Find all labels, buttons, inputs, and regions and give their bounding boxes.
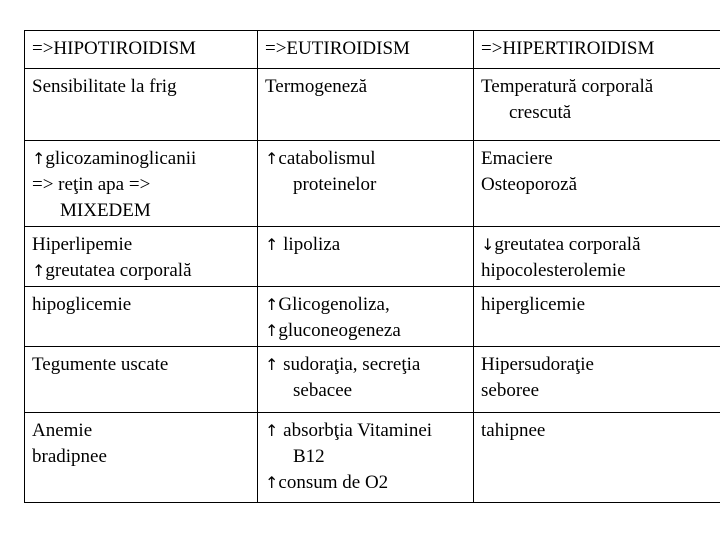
table-row xyxy=(25,287,720,347)
cell-line xyxy=(265,232,466,258)
header-hipotiroidism: =>HIPOTIROIDISM xyxy=(25,31,258,69)
cell-text: Temperatură corporală xyxy=(481,76,654,97)
cell-hipertiroidism xyxy=(474,347,720,413)
cell-text: Emaciere xyxy=(481,148,553,169)
table-row xyxy=(25,141,720,227)
arrow-up-icon: ↑ xyxy=(265,473,279,492)
cell-eutiroidism xyxy=(258,227,474,287)
cell-hipotiroidism xyxy=(25,347,258,413)
cell-eutiroidism xyxy=(258,413,474,503)
arrow-up-icon: ↑ xyxy=(265,321,279,340)
cell-text: gluconeogeneza xyxy=(278,320,401,341)
cell-text: Termogeneză xyxy=(265,76,368,97)
cell-line xyxy=(481,100,713,126)
arrow-up-icon: ↑ xyxy=(32,261,46,280)
cell-line xyxy=(481,172,713,198)
cell-text: Tegumente uscate xyxy=(32,354,169,375)
cell-text: Glicogenoliza, xyxy=(278,294,390,315)
cell-eutiroidism xyxy=(258,69,474,141)
cell-text: greutatea corporală xyxy=(494,234,641,255)
arrow-up-icon: ↑ xyxy=(32,149,46,168)
cell-text: proteinelor xyxy=(293,174,377,195)
cell-line xyxy=(32,292,250,318)
cell-hipertiroidism xyxy=(474,69,720,141)
arrow-down-icon: ↓ xyxy=(481,235,495,254)
cell-line xyxy=(32,352,250,378)
cell-text: Sensibilitate la frig xyxy=(32,76,177,97)
cell-line xyxy=(265,352,466,378)
cell-hipertiroidism xyxy=(474,227,720,287)
cell-text: glicozaminoglicanii xyxy=(45,148,197,169)
cell-line xyxy=(265,418,466,444)
cell-eutiroidism xyxy=(258,287,474,347)
cell-line xyxy=(32,172,250,198)
cell-line xyxy=(265,292,466,318)
cell-line xyxy=(32,258,250,284)
cell-text: hiperglicemie xyxy=(481,294,586,315)
cell-line xyxy=(481,292,713,318)
cell-hipertiroidism xyxy=(474,287,720,347)
cell-text: Anemie xyxy=(32,420,93,441)
cell-text: crescută xyxy=(509,102,572,123)
cell-hipotiroidism xyxy=(25,287,258,347)
cell-text: catabolismul xyxy=(278,148,376,169)
cell-hipotiroidism xyxy=(25,141,258,227)
cell-text: sudoraţia, secreţia xyxy=(278,354,421,375)
cell-line xyxy=(265,74,466,100)
table-row xyxy=(25,413,720,503)
cell-line xyxy=(32,232,250,258)
cell-text: greutatea corporală xyxy=(45,260,192,281)
cell-text: sebacee xyxy=(293,380,353,401)
cell-line xyxy=(481,232,713,258)
cell-text: hipocolesterolemie xyxy=(481,260,626,281)
table-row xyxy=(25,227,720,287)
cell-hipotiroidism xyxy=(25,69,258,141)
cell-line xyxy=(481,378,713,404)
arrow-up-icon: ↑ xyxy=(265,355,279,374)
arrow-up-icon: ↑ xyxy=(265,295,279,314)
table-row xyxy=(25,347,720,413)
cell-line xyxy=(265,378,466,404)
cell-line xyxy=(481,74,713,100)
cell-line xyxy=(265,146,466,172)
arrow-up-icon: ↑ xyxy=(265,149,279,168)
header-hipertiroidism: =>HIPERTIROIDISM xyxy=(474,31,720,69)
cell-line xyxy=(32,418,250,444)
header-row xyxy=(25,31,720,69)
cell-line xyxy=(32,198,250,224)
cell-text: => reţin apa => xyxy=(32,174,151,195)
arrow-up-icon: ↑ xyxy=(265,235,279,254)
cell-line xyxy=(32,74,250,100)
cell-line xyxy=(265,172,466,198)
cell-line xyxy=(481,146,713,172)
cell-hipotiroidism xyxy=(25,413,258,503)
cell-text: Hiperlipemie xyxy=(32,234,133,255)
cell-text: absorbţia Vitaminei xyxy=(278,420,433,441)
header-eutiroidism: =>EUTIROIDISM xyxy=(258,31,474,69)
cell-text: Hipersudoraţie xyxy=(481,354,594,375)
cell-text: Osteoporoză xyxy=(481,174,578,195)
cell-text: lipoliza xyxy=(278,234,341,255)
cell-text: seboree xyxy=(481,380,540,401)
cell-text: B12 xyxy=(293,446,325,467)
cell-text: MIXEDEM xyxy=(60,200,151,221)
cell-line xyxy=(265,444,466,470)
cell-line xyxy=(481,258,713,284)
cell-line xyxy=(265,470,466,496)
arrow-up-icon: ↑ xyxy=(265,421,279,440)
cell-hipertiroidism xyxy=(474,413,720,503)
cell-line xyxy=(481,352,713,378)
cell-text: tahipnee xyxy=(481,420,546,441)
comparison-table xyxy=(24,30,720,503)
cell-text: hipoglicemie xyxy=(32,294,132,315)
cell-text: consum de O2 xyxy=(278,472,389,493)
cell-line xyxy=(481,418,713,444)
table-row xyxy=(25,69,720,141)
cell-line xyxy=(265,318,466,344)
cell-hipotiroidism xyxy=(25,227,258,287)
cell-line xyxy=(32,146,250,172)
cell-line xyxy=(32,444,250,470)
cell-hipertiroidism xyxy=(474,141,720,227)
cell-eutiroidism xyxy=(258,347,474,413)
cell-text: bradipnee xyxy=(32,446,107,467)
cell-eutiroidism xyxy=(258,141,474,227)
